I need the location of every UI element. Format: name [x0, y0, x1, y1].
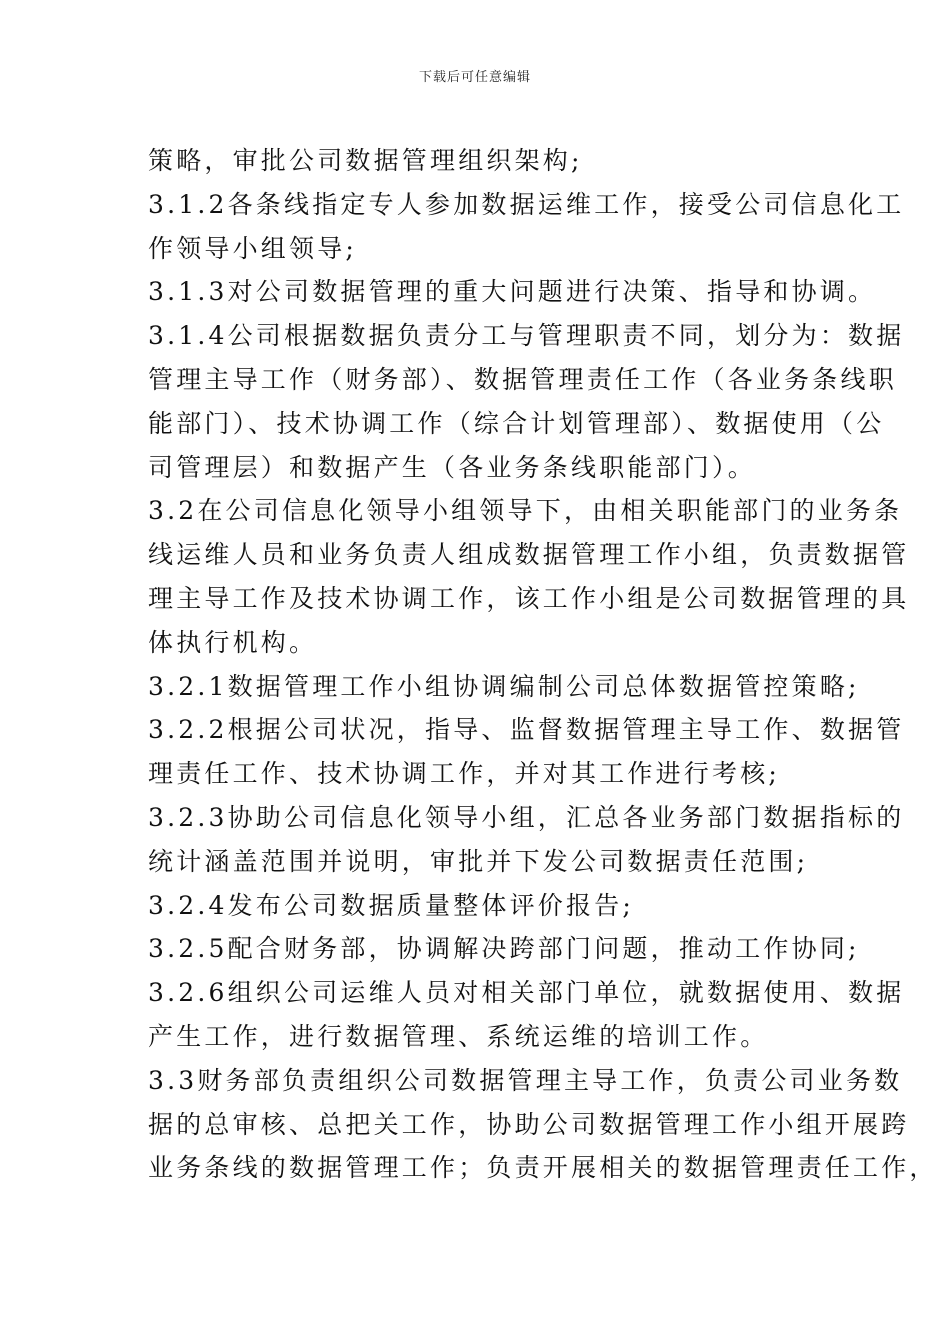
text-line: 理责任工作、技术协调工作，并对其工作进行考核;: [148, 759, 781, 789]
text-line: 3.1.3对公司数据管理的重大问题进行决策、指导和协调。: [148, 277, 877, 307]
text-line: 线运维人员和业务负责人组成数据管理工作小组，负责数据管: [148, 540, 910, 570]
text-line: 3.2.1数据管理工作小组协调编制公司总体数据管控策略;: [148, 671, 860, 701]
text-line: 3.2.2根据公司状况，指导、监督数据管理主导工作、数据管: [148, 715, 905, 745]
text-line: 理主导工作及技术协调工作，该工作小组是公司数据管理的具: [148, 583, 910, 613]
text-line: 产生工作，进行数据管理、系统运维的培训工作。: [148, 1021, 769, 1051]
text-line: 司管理层）和数据产生（各业务条线职能部门）。: [148, 452, 756, 482]
text-line: 统计涵盖范围并说明，审批并下发公司数据责任范围;: [148, 846, 809, 876]
text-line: 策略，审批公司数据管理组织架构;: [148, 146, 583, 175]
text-line: 业务条线的数据管理工作；负责开展相关的数据管理责任工作，: [148, 1153, 938, 1183]
text-line: 3.1.4公司根据数据负责分工与管理职责不同，划分为：数据: [148, 321, 905, 351]
text-line: 据的总审核、总把关工作，协助公司数据管理工作小组开展跨: [148, 1109, 910, 1139]
page-header: 下载后可任意编辑: [418, 70, 531, 85]
text-line: 3.2.6组织公司运维人员对相关部门单位，就数据使用、数据: [148, 978, 905, 1008]
text-line: 管理主导工作（财务部）、数据管理责任工作（各业务条线职: [148, 364, 897, 394]
document-body: [148, 139, 938, 1190]
text-line: 3.2.5配合财务部，协调解决跨部门问题，推动工作协同;: [148, 934, 860, 964]
text-line: 3.2在公司信息化领导小组领导下，由相关职能部门的业务条: [148, 496, 903, 526]
text-line: 3.3财务部负责组织公司数据管理主导工作，负责公司业务数: [148, 1065, 903, 1095]
text-line: 体执行机构。: [148, 627, 318, 657]
text-line: 3.1.2各条线指定专人参加数据运维工作，接受公司信息化工: [148, 189, 905, 219]
text-line: 作领导小组领导;: [148, 233, 358, 263]
text-line: 3.2.3协助公司信息化领导小组，汇总各业务部门数据指标的: [148, 802, 905, 832]
text-line: 3.2.4发布公司数据质量整体评价报告;: [148, 890, 635, 920]
text-line: 能部门）、技术协调工作（综合计划管理部）、数据使用（公: [148, 408, 885, 438]
